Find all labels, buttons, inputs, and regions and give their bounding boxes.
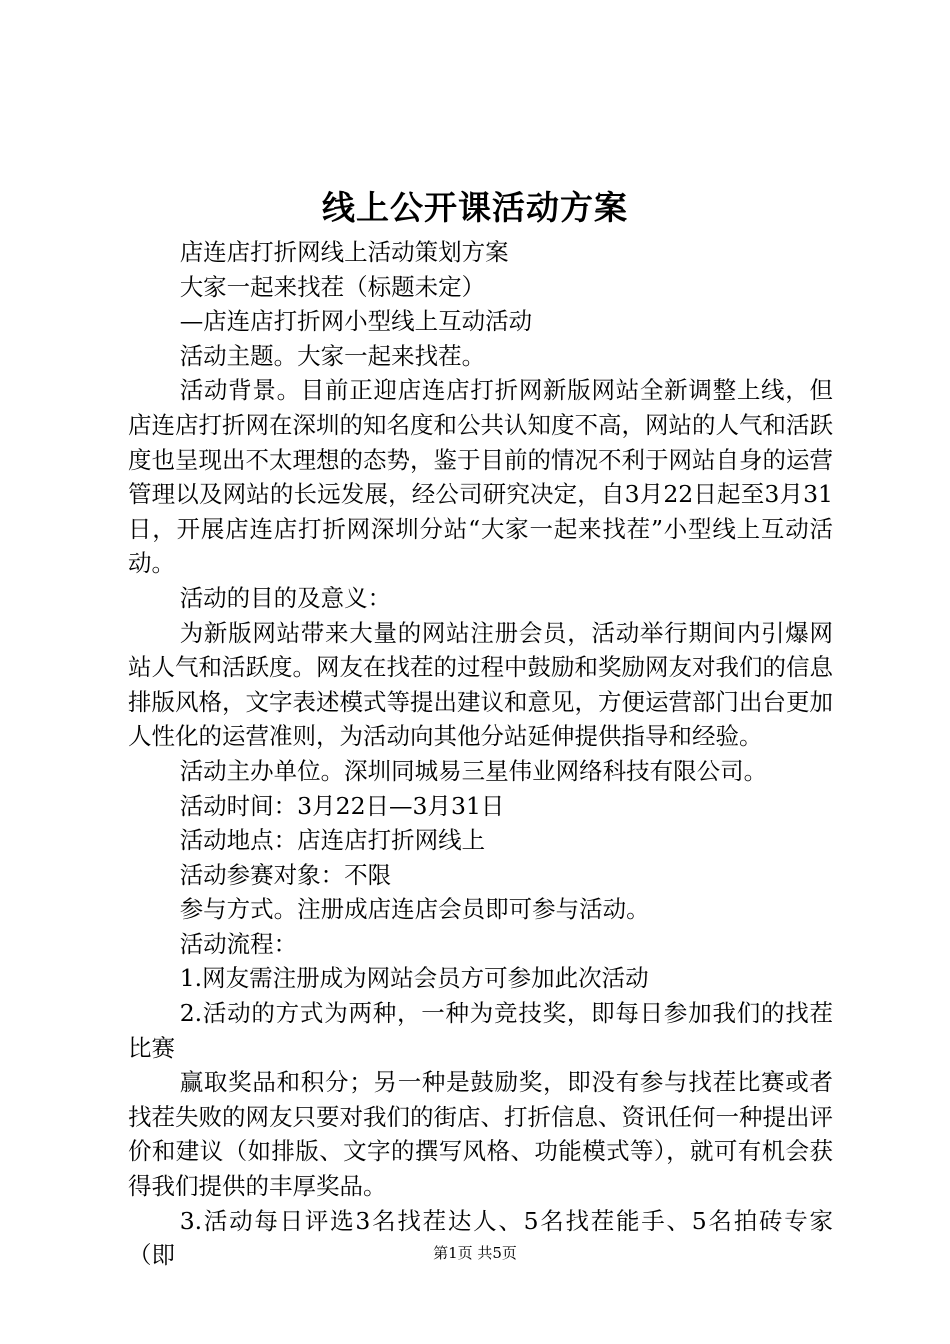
paragraph: 3.活动每日评选3名找茬达人、5名找茬能手、5名拍砖专家（即 bbox=[128, 1206, 833, 1270]
document-body bbox=[128, 235, 833, 1273]
paragraph: 赢取奖品和积分；另一种是鼓励奖，即没有参与找茬比赛或者找茬失败的网友只要对我们的街店、打折信息、资讯任何一种提出评价和建议（如排版、文字的撰写风格、功能模式等），就可有机会获得我们提供的丰厚奖品。 bbox=[128, 1068, 833, 1201]
document-title: 线上公开课活动方案 bbox=[322, 188, 628, 227]
paragraph: 活动背景。目前正迎店连店打折网新版网站全新调整上线，但店连店打折网在深圳的知名度和公共认知度不高，网站的人气和活跃度也呈现出不太理想的态势，鉴于目前的情况不利于网站自身的运营管理以及网站的长远发展，经公司研究决定，自3月22日起至3月31日，开展店连店打折网深圳分站“大家一起来找茬”小型线上互动活动。 bbox=[128, 376, 833, 578]
paragraph: —店连店打折网小型线上互动活动 bbox=[179, 307, 533, 336]
paragraph: 店连店打折网线上活动策划方案 bbox=[179, 238, 509, 266]
paragraph: 活动参赛对象：不限 bbox=[179, 860, 392, 889]
paragraph: 为新版网站带来大量的网站注册会员，活动举行期间内引爆网站人气和活跃度。网友在找茬的过程中鼓励和奖励网友对我们的信息排版风格，文字表述模式等提出建议和意见，方便运营部门出台更加人性化的运营准则，为活动向其他分站延伸提供指导和经验。 bbox=[128, 618, 833, 751]
paragraph: 活动时间：3月22日—3月31日 bbox=[179, 791, 505, 820]
paragraph: 大家一起来找茬（标题未定） bbox=[179, 272, 486, 301]
paragraph: 活动主题。大家一起来找茬。 bbox=[179, 341, 486, 370]
paragraph: 活动的目的及意义： bbox=[179, 583, 392, 612]
paragraph: 活动地点：店连店打折网线上 bbox=[179, 826, 486, 855]
page-footer: 第1页 共5页 bbox=[433, 1244, 517, 1262]
paragraph: 参与方式。注册成店连店会员即可参与活动。 bbox=[179, 895, 650, 924]
paragraph: 1.网友需注册成为网站会员方可参加此次活动 bbox=[179, 964, 649, 993]
paragraph: 2.活动的方式为两种，一种为竞技奖，即每日参加我们的找茬比赛 bbox=[128, 999, 833, 1062]
paragraph: 活动主办单位。深圳同城易三星伟业网络科技有限公司。 bbox=[179, 756, 768, 785]
paragraph: 活动流程： bbox=[179, 929, 298, 958]
